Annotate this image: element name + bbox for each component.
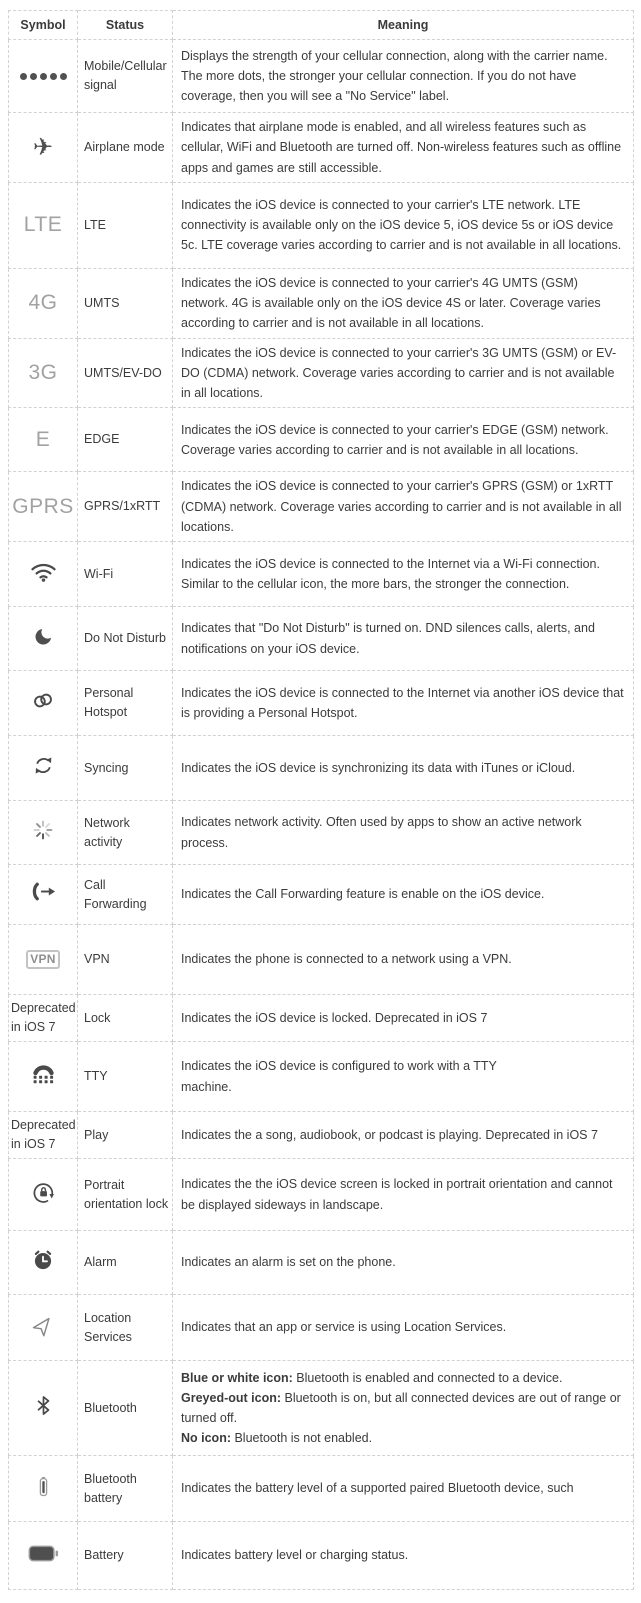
header-row [9, 11, 634, 40]
status-label: Bluetooth battery [84, 1471, 137, 1505]
meaning-cell [173, 1522, 634, 1590]
symbol-cell [9, 1456, 78, 1522]
status-cell [78, 408, 173, 472]
table-row [9, 338, 634, 408]
symbol-glyph-text: E [35, 427, 51, 451]
symbol-cell [9, 995, 78, 1042]
status-label: Syncing [84, 760, 129, 775]
meaning-cell [173, 472, 634, 542]
vpn-badge-icon: VPN [26, 950, 60, 969]
status-label: Play [84, 1127, 109, 1142]
status-cell [78, 671, 173, 736]
cellular-signal-dots-icon [20, 73, 67, 80]
meaning-segment: Indicates the iOS device is locked. Deprecated in iOS 7 [181, 1010, 488, 1025]
symbol-cell [9, 1159, 78, 1231]
call-forwarding-icon [30, 882, 57, 902]
status-label: TTY [84, 1069, 108, 1084]
meaning-cell [173, 268, 634, 338]
symbol-cell [9, 1231, 78, 1295]
bluetooth-icon [34, 1394, 53, 1417]
meaning-cell [173, 1361, 634, 1456]
status-cell [78, 995, 173, 1042]
symbol-cell [9, 113, 78, 183]
moon-icon [33, 626, 54, 647]
tty-icon [31, 1065, 56, 1084]
symbol-cell [9, 472, 78, 542]
status-cell [78, 925, 173, 995]
symbol-cell [9, 268, 78, 338]
symbol-glyph-text: 3G [28, 360, 58, 384]
table-row [9, 472, 634, 542]
status-cell [78, 1231, 173, 1295]
meaning-segment: Indicates the iOS device is connected to your carrier's 4G UMTS (GSM) network. 4G is available only on the iOS device 4S or later. Coverage varies according to carrier and is not available in all locations. [181, 275, 601, 331]
symbol-cell [9, 338, 78, 408]
status-label: LTE [84, 217, 106, 232]
meaning-segment: Indicates the iOS device is synchronizing its data with iTunes or iCloud. [181, 760, 576, 775]
meaning-cell [173, 1231, 634, 1295]
status-cell [78, 40, 173, 113]
meaning-segment: Indicates an alarm is set on the phone. [181, 1255, 396, 1270]
meaning-segment: Bluetooth is not enabled. [231, 1431, 373, 1446]
table-row [9, 1231, 634, 1295]
meaning-text [181, 1478, 627, 1498]
table-row [9, 736, 634, 801]
table-row [9, 925, 634, 995]
meaning-cell [173, 40, 634, 113]
status-cell [78, 1159, 173, 1231]
meaning-bold-segment: Greyed-out icon: [181, 1390, 282, 1405]
status-label: VPN [84, 952, 110, 967]
meaning-text [181, 1252, 627, 1272]
meaning-text [181, 758, 627, 778]
meaning-cell [173, 1042, 634, 1112]
table-row [9, 1042, 634, 1112]
status-cell [78, 1522, 173, 1590]
status-cell [78, 542, 173, 607]
status-label: Portrait orientation lock [84, 1177, 169, 1211]
meaning-text [181, 117, 627, 178]
status-cell [78, 1112, 173, 1159]
table-row [9, 113, 634, 183]
table-row [9, 1522, 634, 1590]
symbol-cell [9, 736, 78, 801]
symbol-cell [9, 801, 78, 865]
meaning-text [181, 1056, 627, 1076]
status-cell [78, 1295, 173, 1361]
table-row [9, 865, 634, 925]
alarm-icon [32, 1249, 54, 1271]
battery-icon [28, 1545, 59, 1562]
symbol-cell [9, 408, 78, 472]
symbol-glyph-text: LTE [23, 213, 63, 237]
airplane-icon: ✈ [32, 132, 54, 161]
meaning-cell [173, 801, 634, 865]
status-label: Airplane mode [84, 140, 165, 154]
deprecated-note: Deprecated in iOS 7 [11, 1118, 76, 1151]
table-row [9, 542, 634, 607]
meaning-segment: Indicates the Call Forwarding feature is enable on the iOS device. [181, 887, 545, 902]
symbol-cell [9, 1361, 78, 1456]
status-label: Location Services [84, 1310, 132, 1344]
status-cell [78, 801, 173, 865]
personal-hotspot-icon [30, 690, 56, 711]
table-row [9, 995, 634, 1042]
table-row [9, 607, 634, 671]
table-row [9, 671, 634, 736]
status-label: Wi-Fi [84, 566, 114, 581]
symbol-table-body [9, 40, 634, 1590]
meaning-cell [173, 995, 634, 1042]
meaning-bold-segment: No icon: [181, 1431, 231, 1446]
meaning-segment: Indicates the iOS device is connected to your carrier's 3G UMTS (GSM) or EV-DO (CDMA) network. Coverage varies according to carrier and is not available in all locations. [181, 345, 617, 400]
status-label: Network activity [84, 815, 130, 849]
airplane-icon [32, 132, 54, 161]
meaning-cell [173, 113, 634, 183]
status-label: Mobile/Cellular signal [84, 59, 167, 92]
bluetooth-battery-icon [38, 1475, 49, 1498]
status-cell [78, 1361, 173, 1456]
status-cell [78, 113, 173, 183]
meaning-text [181, 683, 627, 724]
network-activity-icon [32, 819, 54, 841]
status-cell [78, 472, 173, 542]
meaning-segment: Indicates that "Do Not Disturb" is turned on. DND silences calls, alerts, and notifications on your iOS device. [181, 621, 595, 656]
table-row [9, 408, 634, 472]
meaning-text [181, 1545, 627, 1565]
status-label: GPRS/1xRTT [84, 499, 161, 514]
status-label: Bluetooth [84, 1400, 137, 1415]
wifi-icon [30, 561, 57, 582]
ios-status-symbols-table [8, 10, 634, 1590]
column-header-symbol: Symbol [9, 11, 78, 40]
status-cell [78, 1456, 173, 1522]
meaning-cell [173, 1112, 634, 1159]
meaning-text [181, 1388, 627, 1429]
table-row [9, 1112, 634, 1159]
meaning-segment: Indicates the the iOS device screen is locked in portrait orientation and cannot be displayed sideways in landscape. [181, 1177, 613, 1212]
status-label: Alarm [84, 1255, 117, 1270]
symbol-glyph-text: 4G [28, 291, 58, 315]
meaning-segment: Indicates that an app or service is using Location Services. [181, 1320, 507, 1335]
meaning-segment: Indicates the iOS device is connected to your carrier's EDGE (GSM) network. Coverage varies according to carrier and is not available in all locations. [181, 422, 609, 457]
table-row [9, 1295, 634, 1361]
meaning-cell [173, 182, 634, 268]
table-row [9, 40, 634, 113]
meaning-text [181, 476, 627, 537]
table-row [9, 1159, 634, 1231]
meaning-text [181, 618, 627, 659]
table-row [9, 1456, 634, 1522]
symbol-cell [9, 607, 78, 671]
meaning-cell [173, 1295, 634, 1361]
sync-icon [33, 755, 54, 776]
meaning-text [181, 46, 627, 107]
symbol-cell [9, 1112, 78, 1159]
meaning-text [181, 1174, 627, 1215]
status-cell [78, 1042, 173, 1112]
meaning-cell [173, 338, 634, 408]
status-label: Battery [84, 1548, 124, 1563]
meaning-cell [173, 1159, 634, 1231]
meaning-text [181, 812, 627, 853]
symbol-cell [9, 1295, 78, 1361]
status-cell [78, 182, 173, 268]
status-label: Lock [84, 1010, 111, 1025]
meaning-text [181, 420, 627, 461]
meaning-text [181, 343, 627, 404]
symbol-cell [9, 40, 78, 113]
status-cell [78, 338, 173, 408]
meaning-segment: Indicates the iOS device is connected to the Internet via another iOS device that is providing a Personal Hotspot. [181, 685, 624, 720]
status-label: UMTS/EV-DO [84, 365, 162, 380]
symbol-cell [9, 925, 78, 995]
meaning-segment: Indicates network activity. Often used by apps to show an active network process. [181, 815, 582, 850]
meaning-text [181, 1008, 627, 1028]
meaning-text [181, 273, 627, 334]
symbol-cell [9, 182, 78, 268]
meaning-text [181, 554, 627, 595]
meaning-segment: Indicates the iOS device is configured to work with a TTY [181, 1059, 497, 1074]
deprecated-note: Deprecated in iOS 7 [11, 1001, 76, 1034]
table-row [9, 801, 634, 865]
symbol-glyph-text: GPRS [12, 494, 74, 518]
location-services-icon [32, 1314, 55, 1337]
table-header [9, 11, 634, 40]
meaning-text [181, 949, 627, 969]
symbol-cell [9, 865, 78, 925]
symbol-cell [9, 1522, 78, 1590]
status-cell [78, 268, 173, 338]
meaning-text [181, 195, 627, 256]
meaning-segment: Indicates the iOS device is connected to the Internet via a Wi-Fi connection. Similar to the cellular icon, the more bars, the stronger the connection. [181, 556, 600, 591]
meaning-segment: machine. [181, 1079, 232, 1094]
column-header-status: Status [78, 11, 173, 40]
meaning-cell [173, 925, 634, 995]
meaning-cell [173, 865, 634, 925]
meaning-segment: Displays the strength of your cellular connection, along with the carrier name. The more dots, the stronger your cellular connection. If you do not have coverage, then you will see a "No Service" label. [181, 48, 608, 104]
status-cell [78, 865, 173, 925]
meaning-segment: Indicates the iOS device is connected to your carrier's LTE network. LTE connectivity is available only on the iOS device 5, iOS device 5s or iOS device 5c. LTE coverage varies according to carrier and is not available in all locations. [181, 197, 622, 253]
meaning-bold-segment: Blue or white icon: [181, 1370, 293, 1385]
status-cell [78, 736, 173, 801]
column-header-meaning: Meaning [173, 11, 634, 40]
table-row [9, 182, 634, 268]
meaning-segment: Bluetooth is enabled and connected to a device. [292, 1370, 563, 1385]
meaning-cell [173, 607, 634, 671]
meaning-cell [173, 1456, 634, 1522]
status-cell [78, 607, 173, 671]
meaning-text [181, 884, 627, 904]
portrait-orientation-lock-icon [31, 1180, 56, 1205]
meaning-text [181, 1368, 627, 1388]
table-row [9, 1361, 634, 1456]
meaning-segment: Indicates the iOS device is connected to your carrier's GPRS (GSM) or 1xRTT (CDMA) network. Coverage varies according to carrier and is not available in all locations. [181, 479, 622, 534]
status-label: Do Not Disturb [84, 631, 166, 646]
meaning-text [181, 1125, 627, 1145]
meaning-cell [173, 408, 634, 472]
meaning-text [181, 1077, 627, 1097]
symbol-cell [9, 671, 78, 736]
meaning-segment: Indicates battery level or charging status. [181, 1548, 409, 1563]
meaning-cell [173, 542, 634, 607]
meaning-cell [173, 736, 634, 801]
symbol-cell [9, 1042, 78, 1112]
meaning-segment: Indicates the phone is connected to a network using a VPN. [181, 952, 512, 967]
status-label: Personal Hotspot [84, 686, 134, 719]
status-label: EDGE [84, 432, 120, 447]
status-label: UMTS [84, 295, 120, 310]
meaning-text [181, 1317, 627, 1337]
symbol-cell [9, 542, 78, 607]
meaning-cell [173, 671, 634, 736]
meaning-segment: Indicates that airplane mode is enabled, and all wireless features such as cellular, WiFi and Bluetooth are turned off. Non-wireless features such as offline apps and games are still accessible. [181, 120, 622, 175]
meaning-text [181, 1428, 627, 1448]
table-row [9, 268, 634, 338]
meaning-segment: Indicates the a song, audiobook, or podcast is playing. Deprecated in iOS 7 [181, 1127, 598, 1142]
meaning-segment: Bluetooth is on, but all connected devices are out of range or turned off. [181, 1390, 621, 1425]
meaning-segment: Indicates the battery level of a supported paired Bluetooth device, such [181, 1481, 574, 1496]
status-label: Call Forwarding [84, 877, 147, 911]
